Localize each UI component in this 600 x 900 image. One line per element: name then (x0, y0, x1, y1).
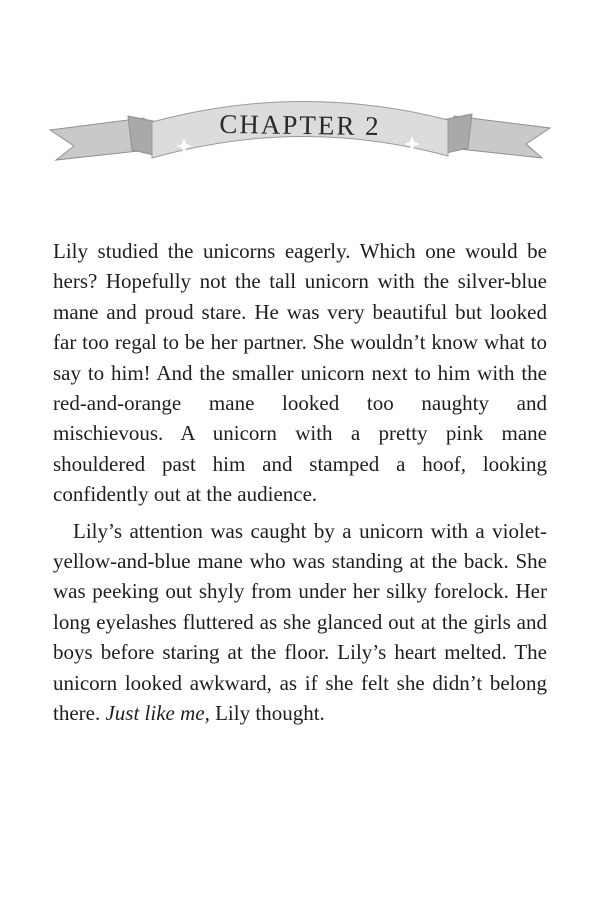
paragraph-2 (53, 516, 547, 729)
paragraph-2-text: Lily’s attention was caught by a unicorn with a violet-yellow-and-blue mane who was standing at the back. She was peeking out shyly from under her silky forelock. Her long eyelashes fluttered as she glanced out at the girls and boys before staring at the floor. Lily’s heart melted. The unicorn looked awkward, as if she felt she didn’t belong there. (53, 518, 547, 726)
chapter-body (53, 236, 547, 729)
paragraph-2-italic-thought: Just like me, (105, 701, 210, 726)
paragraph-2-end: Lily thought. (215, 701, 325, 726)
chapter-heading: CHAPTER 2 (219, 108, 381, 142)
chapter-banner (48, 92, 552, 192)
paragraph-1: Lily studied the unicorns eagerly. Which one would be hers? Hopefully not the tall unicorn with the silver-blue mane and proud stare. He was very beautiful but looked far too regal to be her partner. She wouldn’t know what to say to him! And the smaller unicorn next to him with the red-and-orange mane looked too naughty and mischievous. A unicorn with a pretty pink mane shouldered past him and stamped a hoof, looking confidently out at the audience. (53, 239, 547, 507)
